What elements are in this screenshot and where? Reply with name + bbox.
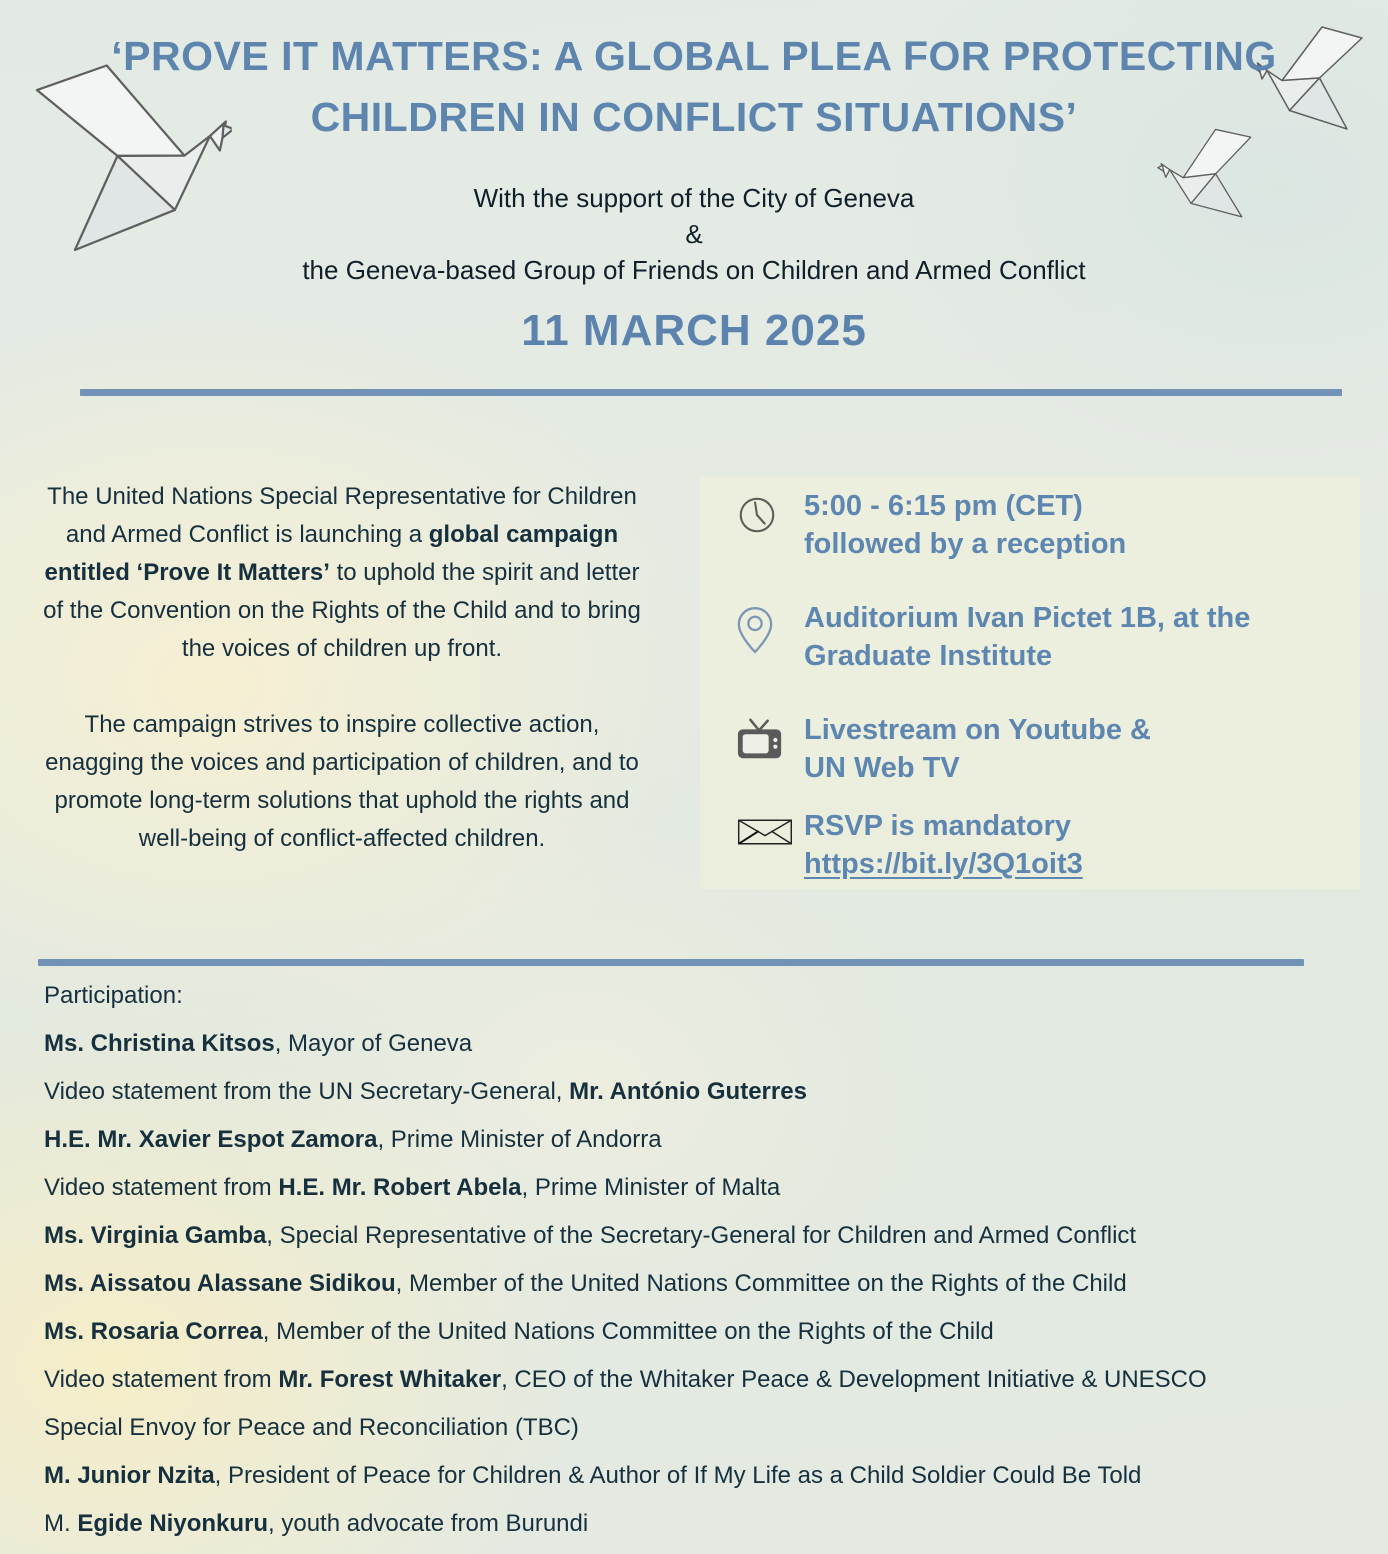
time-text: [804, 487, 1126, 563]
rsvp-row: [720, 807, 1342, 883]
time-row: [720, 487, 1342, 563]
livestream-line2: UN Web TV: [804, 752, 960, 784]
event-title: [0, 26, 1388, 148]
participant-entry: Special Envoy for Peace and Reconciliation (TBC): [44, 1414, 579, 1441]
location-row: [720, 599, 1342, 675]
about-paragraph-1: The United Nations Special Representative for Children and Armed Conflict is launching a global campaign entitled ‘Prove It Matters’ to uphold the spirit and letter of the Convention on the Rights of the Child and to bring the voices of children up front.: [43, 483, 641, 662]
support-line1: With the support of the City of Geneva: [473, 183, 915, 213]
divider-bottom: [38, 959, 1304, 966]
event-date: 11 MARCH 2025: [521, 306, 867, 355]
header: [0, 26, 1388, 356]
support-line2: the Geneva-based Group of Friends on Children and Armed Conflict: [302, 255, 1086, 285]
location-line1: Auditorium Ivan Pictet 1B, at the: [804, 602, 1251, 634]
event-info-panel: [700, 477, 1360, 889]
about-section: [36, 478, 648, 896]
livestream-text: [804, 711, 1151, 787]
participant-entry: Ms. Christina Kitsos, Mayor of Geneva: [44, 1030, 473, 1057]
location-line2: Graduate Institute: [804, 640, 1053, 672]
participant-entry: Ms. Rosaria Correa, Member of the United Nations Committee on the Rights of the Child: [44, 1318, 994, 1345]
participation-section: [44, 982, 1380, 1554]
envelope-icon: [736, 813, 794, 851]
participation-heading: Participation:: [44, 982, 183, 1009]
event-title-line1: ‘PROVE IT MATTERS: A GLOBAL PLEA FOR PROTECTING: [111, 33, 1277, 79]
participant-entry: Video statement from Mr. Forest Whitaker, CEO of the Whitaker Peace & Development Initiative & UNESCO: [44, 1366, 1207, 1393]
divider-top: [80, 389, 1342, 396]
location-text: [804, 599, 1250, 675]
participant-entry: Ms. Aissatou Alassane Sidikou, Member of the United Nations Committee on the Rights of the Child: [44, 1270, 1127, 1297]
livestream-line1: Livestream on Youtube &: [804, 714, 1151, 746]
event-title-line2: CHILDREN IN CONFLICT SITUATIONS’: [310, 94, 1078, 140]
participant-entry: H.E. Mr. Xavier Espot Zamora, Prime Minister of Andorra: [44, 1126, 662, 1153]
tv-icon: [736, 717, 784, 761]
about-paragraph-2: The campaign strives to inspire collective action, enagging the voices and participation of children, and to promote long-term solutions that uphold the rights and well-being of conflict-affected children.: [45, 711, 639, 852]
participant-entry: M. Junior Nzita, President of Peace for Children & Author of If My Life as a Child Soldier Could Be Told: [44, 1462, 1142, 1489]
time-line1: 5:00 - 6:15 pm (CET): [804, 490, 1083, 522]
clock-icon: [736, 493, 778, 537]
time-line2: followed by a reception: [804, 528, 1127, 560]
participant-entry: Video statement from H.E. Mr. Robert Abela, Prime Minister of Malta: [44, 1174, 781, 1201]
rsvp-label: RSVP is mandatory: [804, 810, 1072, 842]
support-block: [0, 180, 1388, 288]
rsvp-link[interactable]: https://bit.ly/3Q1oit3: [804, 848, 1083, 880]
participant-entry: Ms. Virginia Gamba, Special Representative of the Secretary-General for Children and Armed Conflict: [44, 1222, 1137, 1249]
participant-entry: Video statement from the UN Secretary-General, Mr. António Guterres: [44, 1078, 807, 1105]
rsvp-text: [804, 807, 1342, 883]
support-ampersand: &: [685, 219, 703, 249]
participant-entry: M. Egide Niyonkuru, youth advocate from Burundi: [44, 1510, 589, 1537]
location-pin-icon: [736, 605, 774, 657]
livestream-row: [720, 711, 1342, 787]
